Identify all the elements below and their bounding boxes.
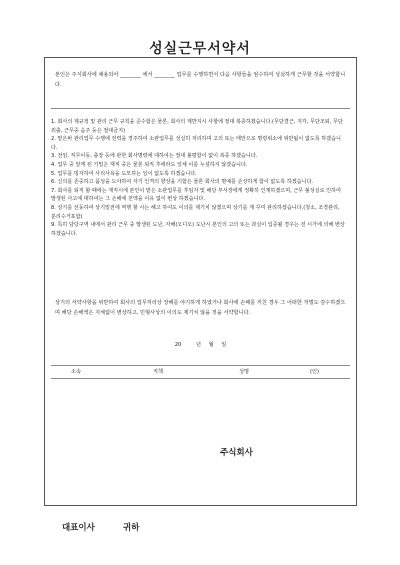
divider bbox=[51, 108, 350, 109]
rule-item: 5. 업무를 빙자하여 사리사욕을 도모하는 일이 없도록 하겠습니다. bbox=[51, 170, 197, 177]
date-month-label: 월 bbox=[208, 342, 214, 348]
date-prefix: 20 bbox=[174, 342, 182, 348]
rule-item: 2. 맡은바 관리업무 수행에 전력을 경주하여 소관업무를 성실히 처리하며 고의 또는 태만으로 명령위소에 위반됨이 없도록 하겠습니다. bbox=[51, 136, 341, 151]
rule-item: 3. 전임, 직무이동, 출장 등에 관한 회사명령에 대하여는 절대 불평함이 없이 복종 하겠습니다. bbox=[51, 153, 258, 160]
seal-label: (인) bbox=[310, 369, 320, 375]
intro-text: 본인은 주식회사에 채용되어 ________ 에서 ________ 업무를 수행하면서 다음 사항들을 엄수하여 성실하게 근무할 것을 서약합니다. bbox=[55, 72, 346, 88]
document-title: 성실근무서약서 bbox=[149, 41, 251, 57]
ceo-honorific: 귀하 bbox=[123, 523, 140, 533]
position-label: 직책 bbox=[153, 369, 164, 375]
name-label: 성명 bbox=[239, 369, 250, 375]
closing-text: 상기의 서약사항을 위반하여 회사의 업무처리상 장해를 야기하게 하였거나 회사에 손해를 끼친 경우 그 어떠한 처벌도 감수하겠으며 해당 손해액은 지체없이 변상하고, 민형사상의 이의도 제기치 않을 것을 서약합니다. bbox=[55, 300, 346, 317]
rules-list bbox=[51, 118, 346, 238]
dept-label: 소속 bbox=[71, 369, 82, 375]
rule-item: 1. 회사의 제규정 및 관리 근무 규칙을 준수함은 물론, 회사의 제반지시 사항에 절대 복종하겠습니다.(무단결근, 지각, 무단조퇴, 무단외출, 근무중 음주 등은 절대금지) bbox=[51, 119, 343, 134]
signature-row bbox=[51, 365, 350, 379]
company-name: 주식회사 bbox=[220, 448, 253, 458]
date-day-label: 일 bbox=[221, 342, 227, 348]
rule-item: 6. 신의를 존중하고 품성을 도야하여 자기 인격의 향상을 기함은 물론 회사의 명예를 손상하게 함이 없도록 하겠습니다. bbox=[51, 179, 314, 186]
rule-item: 9. 특히 담당구역 내에서 관리 근무 중 발생된 도난, 자해(오디오) 도난시 본인의 고의 또는 과실이 입증될 경우는 전 시가에 의해 변상하겠습니다. bbox=[51, 222, 345, 237]
rule-item: 7. 회사를 퇴직 할 때에는 재직시에 본인이 맡은 소관업무를 후임자 및 해당 부서장에게 정확히 인계하겠으며, 근무 불성실로 인하여 발생된 사고에 대하여는 그 손해에 전액을 이유 없이 변상 하겠습니다. bbox=[51, 187, 341, 203]
ceo-title: 대표이사 bbox=[62, 523, 95, 533]
date-year-label: 년 bbox=[195, 342, 201, 348]
date-line bbox=[45, 341, 356, 348]
pledge-frame bbox=[44, 57, 357, 533]
rule-item: 8. 상기를 선동하여 상기밀전에 역행 할 시는 해고 하여도 이의를 제기치 않겠으며 상기를 재 꾸미 관리하겠습니다.(청소, 조경관리, 분리수거포함) bbox=[51, 204, 340, 220]
rule-item: 4. 업무 중 알게 된 기밀은 재직 중은 물론 퇴직 후에라도 일체 이를 누설하지 않겠습니다. bbox=[51, 161, 248, 168]
